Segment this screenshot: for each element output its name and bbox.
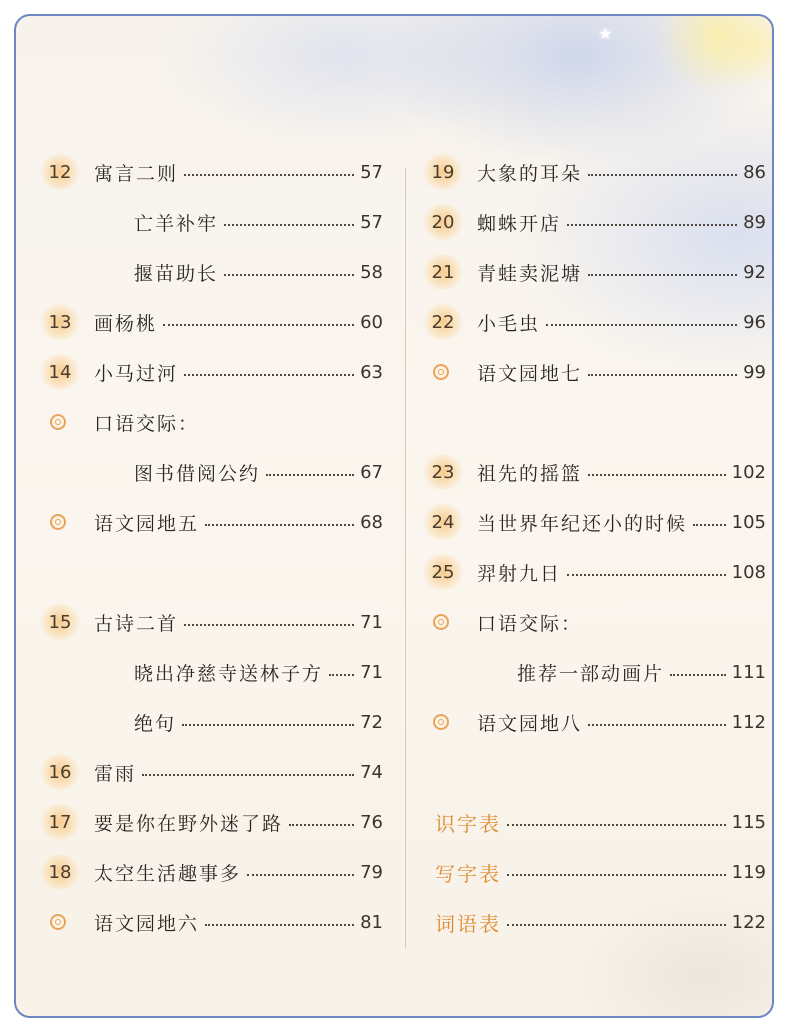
- lesson-number-badge: 22: [421, 304, 465, 340]
- toc-entry[interactable]: [435, 852, 766, 892]
- page-number: 111: [731, 661, 766, 683]
- page-number: 122: [731, 911, 766, 933]
- entry-title: 羿射九日: [477, 562, 562, 585]
- entry-title: 小马过河: [94, 362, 179, 385]
- dot-leader: [182, 724, 354, 726]
- toc-entry[interactable]: [431, 152, 766, 192]
- page-number: 74: [360, 761, 383, 783]
- entry-title: 语文园地五: [94, 512, 200, 535]
- toc-entry[interactable]: [431, 452, 766, 492]
- dot-leader: [184, 374, 354, 376]
- dot-leader: [507, 924, 726, 926]
- dot-leader: [693, 524, 726, 526]
- toc-entry[interactable]: [477, 702, 766, 742]
- lesson-number-badge: 23: [421, 454, 465, 490]
- entry-title: 当世界年纪还小的时候: [477, 512, 688, 535]
- page-number: 67: [360, 461, 383, 483]
- moon-illustration: [656, 14, 774, 96]
- toc-entry[interactable]: [48, 152, 383, 192]
- dot-leader: [224, 224, 354, 226]
- dot-leader: [184, 624, 354, 626]
- dot-leader: [567, 574, 726, 576]
- lesson-number-badge: 14: [38, 354, 82, 390]
- entry-title: 图书借阅公约: [134, 462, 261, 485]
- page-number: 71: [360, 611, 383, 633]
- page-number: 99: [743, 361, 766, 383]
- toc-entry[interactable]: [134, 452, 383, 492]
- toc-entry[interactable]: [134, 252, 383, 292]
- lesson-number-badge: 24: [421, 504, 465, 540]
- entry-title: 要是你在野外迷了路: [94, 812, 284, 835]
- lesson-number-badge: 16: [38, 754, 82, 790]
- dot-leader: [507, 874, 726, 876]
- double-circle-icon: [50, 514, 66, 530]
- page-number: 112: [731, 711, 766, 733]
- entry-title: 词语表: [435, 911, 501, 936]
- column-divider: [405, 168, 406, 948]
- lesson-number-badge: 17: [38, 804, 82, 840]
- page-number: 102: [731, 461, 766, 483]
- toc-entry[interactable]: [431, 552, 766, 592]
- entry-title: 语文园地七: [477, 362, 583, 385]
- lesson-number-badge: 25: [421, 554, 465, 590]
- star-icon: ★: [598, 24, 613, 43]
- lesson-number-badge: 21: [421, 254, 465, 290]
- page-number: 72: [360, 711, 383, 733]
- dot-leader: [184, 174, 354, 176]
- dot-leader: [588, 374, 737, 376]
- toc-entry[interactable]: [517, 652, 766, 692]
- dot-leader: [163, 324, 354, 326]
- dot-leader: [588, 724, 726, 726]
- lesson-number-badge: 15: [38, 604, 82, 640]
- entry-title: 古诗二首: [94, 612, 179, 635]
- double-circle-icon: [50, 914, 66, 930]
- dot-leader: [588, 474, 726, 476]
- page-number: 58: [360, 261, 383, 283]
- dot-leader: [224, 274, 354, 276]
- entry-title: 祖先的摇篮: [477, 462, 583, 485]
- toc-page: [14, 14, 774, 1018]
- dot-leader: [588, 174, 737, 176]
- dot-leader: [588, 274, 737, 276]
- toc-entry[interactable]: [431, 502, 766, 542]
- entry-title: 画杨桃: [94, 312, 158, 335]
- toc-entry[interactable]: [48, 302, 383, 342]
- dot-leader: [507, 824, 726, 826]
- toc-entry[interactable]: [94, 902, 383, 942]
- toc-entry[interactable]: [94, 402, 383, 442]
- entry-title: 口语交际：: [94, 412, 200, 435]
- toc-entry[interactable]: [435, 902, 766, 942]
- entry-title: 语文园地八: [477, 712, 583, 735]
- lesson-number-badge: 12: [38, 154, 82, 190]
- toc-entry[interactable]: [94, 502, 383, 542]
- dot-leader: [546, 324, 737, 326]
- dot-leader: [329, 674, 354, 676]
- lesson-number-badge: 20: [421, 204, 465, 240]
- page-number: 79: [360, 861, 383, 883]
- entry-title: 揠苗助长: [134, 262, 219, 285]
- entry-title: 语文园地六: [94, 912, 200, 935]
- dot-leader: [205, 924, 354, 926]
- page-number: 115: [731, 811, 766, 833]
- page-number: 108: [731, 561, 766, 583]
- page-number: 86: [743, 161, 766, 183]
- toc-entry[interactable]: [48, 752, 383, 792]
- entry-title: 太空生活趣事多: [94, 862, 242, 885]
- page-number: 89: [743, 211, 766, 233]
- toc-entry[interactable]: [431, 252, 766, 292]
- entry-title: 青蛙卖泥塘: [477, 262, 583, 285]
- lesson-number-badge: 18: [38, 854, 82, 890]
- dot-leader: [142, 774, 354, 776]
- entry-title: 写字表: [435, 861, 501, 886]
- page-number: 63: [360, 361, 383, 383]
- page-number: 60: [360, 311, 383, 333]
- toc-entry[interactable]: [431, 302, 766, 342]
- page-number: 57: [360, 161, 383, 183]
- entry-title: 小毛虫: [477, 312, 541, 335]
- toc-entry[interactable]: [134, 702, 383, 742]
- entry-title: 大象的耳朵: [477, 162, 583, 185]
- toc-entry[interactable]: [48, 602, 383, 642]
- toc-entry[interactable]: [48, 802, 383, 842]
- dot-leader: [670, 674, 726, 676]
- page-number: 68: [360, 511, 383, 533]
- entry-title: 口语交际：: [477, 612, 583, 635]
- page-number: 105: [731, 511, 766, 533]
- toc-entry[interactable]: [134, 652, 383, 692]
- entry-title: 推荐一部动画片: [517, 662, 665, 685]
- double-circle-icon: [433, 714, 449, 730]
- page-number: 119: [731, 861, 766, 883]
- entry-title: 蜘蛛开店: [477, 212, 562, 235]
- toc-entry[interactable]: [48, 352, 383, 392]
- toc-entry[interactable]: [477, 602, 766, 642]
- page-number: 57: [360, 211, 383, 233]
- dot-leader: [266, 474, 354, 476]
- entry-title: 寓言二则: [94, 162, 179, 185]
- lesson-number-badge: 19: [421, 154, 465, 190]
- dot-leader: [289, 824, 354, 826]
- dot-leader: [205, 524, 354, 526]
- dot-leader: [567, 224, 737, 226]
- toc-entry[interactable]: [477, 352, 766, 392]
- dot-leader: [247, 874, 354, 876]
- page-number: 71: [360, 661, 383, 683]
- page-number: 92: [743, 261, 766, 283]
- double-circle-icon: [433, 614, 449, 630]
- entry-title: 亡羊补牢: [134, 212, 219, 235]
- double-circle-icon: [50, 414, 66, 430]
- entry-title: 雷雨: [94, 762, 137, 785]
- page-number: 81: [360, 911, 383, 933]
- page-number: 76: [360, 811, 383, 833]
- toc-entry[interactable]: [431, 202, 766, 242]
- page-number: 96: [743, 311, 766, 333]
- toc-entry[interactable]: [48, 852, 383, 892]
- entry-title: 晓出净慈寺送林子方: [134, 662, 324, 685]
- entry-title: 绝句: [134, 712, 177, 735]
- toc-entry[interactable]: [435, 802, 766, 842]
- entry-title: 识字表: [435, 811, 501, 836]
- lesson-number-badge: 13: [38, 304, 82, 340]
- double-circle-icon: [433, 364, 449, 380]
- toc-entry[interactable]: [134, 202, 383, 242]
